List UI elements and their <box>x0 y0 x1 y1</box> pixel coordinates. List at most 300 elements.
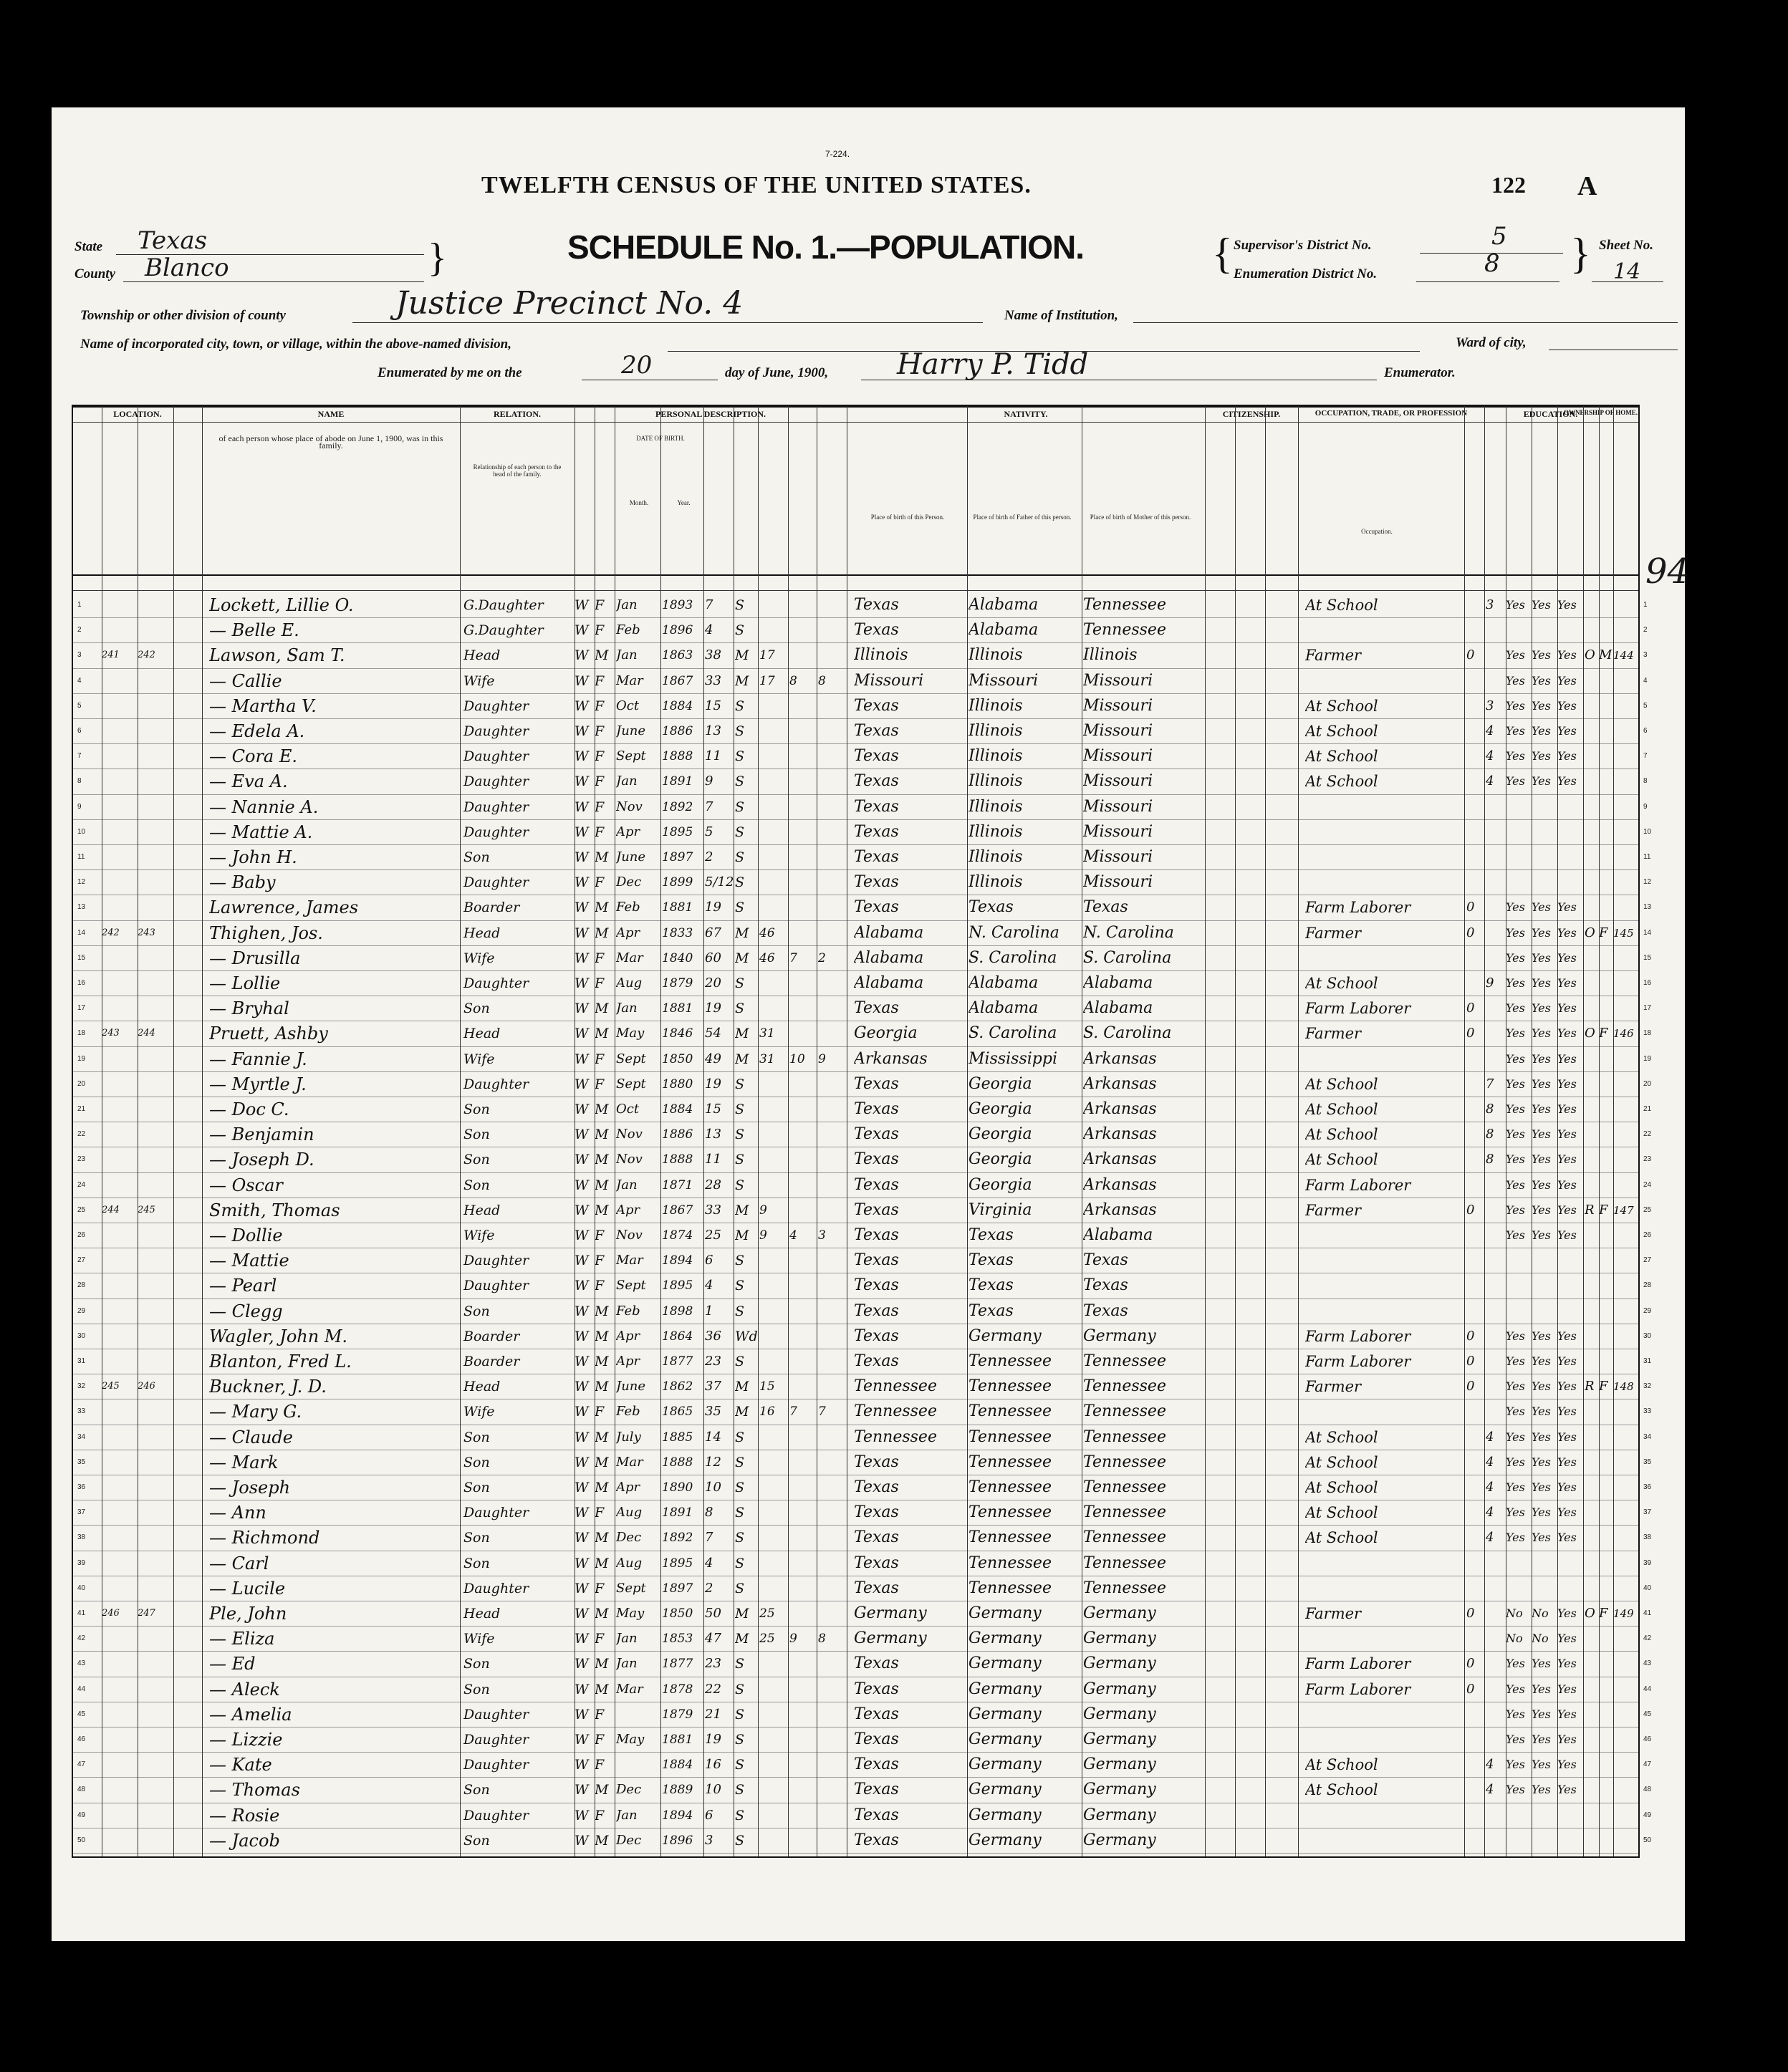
cell-en: Yes <box>1557 1783 1577 1797</box>
cell-en: Yes <box>1557 900 1577 915</box>
cell-bm: Tennessee <box>1083 1553 1166 1572</box>
cell-ym <box>759 1828 788 1854</box>
cell-yr: 1833 <box>662 925 693 940</box>
cell-yr: 1862 <box>662 1379 693 1394</box>
cell-fam <box>138 1677 173 1702</box>
cell-name: — Eliza <box>209 1629 275 1649</box>
cell-rel: Daughter <box>463 698 529 714</box>
cell-rd: Yes <box>1506 1455 1525 1469</box>
cell-dw <box>102 768 138 794</box>
cell-farm <box>1613 1551 1638 1576</box>
cell-mo_emp <box>1466 617 1484 643</box>
cell-bp: Tennessee <box>854 1377 937 1396</box>
cell-own <box>1585 844 1599 870</box>
cell-sex: M <box>595 925 609 941</box>
cell-bp: Texas <box>854 1730 899 1748</box>
cell-en: Yes <box>1557 1733 1577 1746</box>
row-number: 2 <box>1643 626 1648 635</box>
cell-en: Yes <box>1557 673 1577 688</box>
cell-mo_emp <box>1466 1803 1484 1828</box>
cell-yr: 1891 <box>662 1505 693 1521</box>
cell-rd: Yes <box>1506 673 1525 688</box>
cell-sch <box>1486 819 1504 845</box>
cell-ym <box>759 768 788 794</box>
cell-mo: July <box>616 1429 641 1445</box>
cell-bm: Alabama <box>1083 1226 1153 1244</box>
row-number: 50 <box>1643 1836 1652 1844</box>
cell-rel: Son <box>463 1429 490 1445</box>
cell-fm <box>1599 1248 1613 1273</box>
cell-bp: Texas <box>854 1806 899 1824</box>
cell-fm <box>1599 668 1613 694</box>
cell-farm <box>1613 1425 1638 1450</box>
cell-ch: 7 <box>789 950 797 965</box>
cell-dw <box>102 895 138 920</box>
cell-occ <box>1305 668 1463 694</box>
row-number: 30 <box>1643 1331 1652 1340</box>
cell-ms: S <box>735 1454 745 1470</box>
cell-ch <box>789 1475 817 1500</box>
cell-mo_emp <box>1466 1172 1484 1198</box>
cell-age: 35 <box>705 1404 721 1420</box>
cell-fam <box>138 718 173 744</box>
cell-mo_emp <box>1466 1097 1484 1122</box>
cell-en: Yes <box>1557 774 1577 789</box>
cell-ch <box>789 1752 817 1778</box>
cell-ch <box>789 1298 817 1324</box>
cell-en: Yes <box>1557 598 1577 612</box>
cell-age: 11 <box>705 748 721 764</box>
row-number: 38 <box>1643 1533 1652 1542</box>
cell-race: W <box>575 799 589 815</box>
cell-rd <box>1506 844 1532 870</box>
cell-rel: Daughter <box>463 1807 529 1823</box>
cell-ch <box>789 1702 817 1728</box>
cell-bm: Missouri <box>1083 696 1153 715</box>
cell-bp: Texas <box>854 1452 899 1471</box>
cell-bf: Texas <box>968 1226 1014 1244</box>
cell-name: — Kate <box>209 1755 272 1775</box>
cell-rel: Son <box>463 1303 490 1319</box>
cell-sex: M <box>595 1102 609 1117</box>
cell-race: W <box>575 1228 589 1243</box>
cell-farm <box>1613 1828 1638 1854</box>
cell-bf: S. Carolina <box>968 1024 1057 1043</box>
column-rule <box>1205 406 1206 1856</box>
cell-age: 3 <box>705 1832 713 1848</box>
cell-sex: M <box>595 1127 609 1143</box>
cell-yr: 1888 <box>662 749 693 764</box>
row-number: 18 <box>1643 1029 1652 1038</box>
cell-yr: 1895 <box>662 1278 693 1293</box>
cell-rd: Yes <box>1506 1783 1525 1797</box>
cell-fm <box>1599 1677 1613 1702</box>
cell-bp: Germany <box>854 1604 927 1622</box>
cell-ym <box>759 794 788 820</box>
cell-fm <box>1599 1097 1613 1122</box>
cell-rel: Son <box>463 1102 490 1117</box>
row-number: 6 <box>77 727 82 735</box>
cell-age: 7 <box>705 799 713 814</box>
cell-bp: Texas <box>854 1781 899 1799</box>
cell-ch <box>789 1324 817 1349</box>
cell-rd: Yes <box>1506 1329 1525 1343</box>
cell-cl <box>818 1147 845 1172</box>
cell-own <box>1585 617 1599 643</box>
cell-en: Yes <box>1557 1455 1577 1469</box>
cell-ym <box>759 1349 788 1374</box>
cell-bf: Alabama <box>968 621 1039 640</box>
cell-wr <box>1532 819 1557 845</box>
column-rule <box>1265 406 1266 1856</box>
cell-farm <box>1613 844 1638 870</box>
cell-ch: 10 <box>789 1051 805 1066</box>
cell-dw: 243 <box>102 1028 120 1039</box>
cell-ym <box>759 718 788 744</box>
cell-farm <box>1613 718 1638 744</box>
cell-age: 10 <box>705 1782 721 1798</box>
cell-farm <box>1613 1450 1638 1475</box>
cell-wr <box>1532 1298 1557 1324</box>
cell-fm <box>1599 1626 1613 1652</box>
cell-dw <box>102 1702 138 1728</box>
cell-ms: S <box>735 1354 745 1369</box>
cell-bp: Tennessee <box>854 1402 937 1421</box>
cell-farm <box>1613 1752 1638 1778</box>
cell-wr: Yes <box>1532 724 1551 738</box>
cell-rd: Yes <box>1506 1076 1525 1091</box>
cell-occ <box>1305 1551 1463 1576</box>
cell-en <box>1557 1248 1583 1273</box>
cell-wr: Yes <box>1532 1354 1551 1368</box>
cell-en: Yes <box>1557 1127 1577 1142</box>
row-number: 45 <box>77 1710 86 1718</box>
cell-rd: Yes <box>1506 698 1525 713</box>
cell-ym <box>759 970 788 996</box>
cell-race: W <box>575 1681 589 1697</box>
cell-cl <box>818 1576 845 1601</box>
cell-ch: 9 <box>789 1632 797 1647</box>
row-number: 10 <box>1643 827 1652 836</box>
row-number: 49 <box>1643 1811 1652 1819</box>
cell-bf: Tennessee <box>968 1352 1052 1370</box>
cell-fam <box>138 1097 173 1122</box>
cell-ms: M <box>735 1202 749 1218</box>
cell-bm: Germany <box>1083 1604 1156 1622</box>
cell-mo: Mar <box>616 1454 643 1470</box>
cell-rd: No <box>1506 1606 1523 1620</box>
cell-ym <box>759 869 788 895</box>
cell-farm <box>1613 1349 1638 1374</box>
cell-bm: Germany <box>1083 1705 1156 1723</box>
cell-fam <box>138 1525 173 1551</box>
cell-age: 67 <box>705 925 721 940</box>
cell-wr <box>1532 1803 1557 1828</box>
cell-occ: At School <box>1305 1151 1378 1169</box>
cell-sex: M <box>595 1832 609 1849</box>
county-line <box>123 281 424 282</box>
cell-rel: Wife <box>463 950 495 966</box>
cell-race: W <box>575 975 589 991</box>
cell-fm <box>1599 1071 1613 1097</box>
cell-ms: M <box>735 1228 749 1243</box>
row-number: 41 <box>77 1609 86 1617</box>
cell-rd: Yes <box>1506 1354 1525 1368</box>
cell-ch <box>789 1727 817 1753</box>
cell-farm <box>1613 592 1638 618</box>
cell-mo: Sept <box>616 748 646 764</box>
cell-cl <box>818 1551 845 1576</box>
cell-cl <box>818 1122 845 1147</box>
form-code: 7-224. <box>825 149 850 159</box>
cell-sex: M <box>595 1454 609 1470</box>
cell-age: 10 <box>705 1480 721 1495</box>
row-number: 33 <box>1643 1407 1652 1416</box>
cell-sch <box>1486 1576 1504 1601</box>
cell-ym: 9 <box>759 1228 767 1243</box>
cell-age: 13 <box>705 1127 721 1142</box>
cell-bm: Arkansas <box>1083 1074 1157 1093</box>
cell-bm: Germany <box>1083 1781 1156 1799</box>
cell-bp: Texas <box>854 822 899 841</box>
day-of-label: day of June, 1900, <box>725 365 829 380</box>
cell-mo: Apr <box>616 824 640 839</box>
cell-rd <box>1506 1551 1532 1576</box>
cell-race: W <box>575 950 589 966</box>
cell-mo_emp: 0 <box>1466 925 1475 940</box>
row-number: 4 <box>1643 676 1648 685</box>
cell-bm: Germany <box>1083 1680 1156 1698</box>
cell-age: 14 <box>705 1429 721 1445</box>
page-number: 122 <box>1491 172 1526 198</box>
cell-race: W <box>575 1202 589 1218</box>
cell-rd <box>1506 1298 1532 1324</box>
cell-bp: Georgia <box>854 1024 918 1043</box>
cell-mo: May <box>616 1732 645 1747</box>
cell-rel: Daughter <box>463 1732 529 1748</box>
group-ownership: OWNERSHIP OF HOME. <box>1564 409 1638 416</box>
cell-wr: Yes <box>1532 950 1551 965</box>
cell-ym <box>759 1425 788 1450</box>
row-number: 20 <box>77 1079 86 1088</box>
cell-bf: Alabama <box>968 999 1039 1018</box>
cell-own <box>1585 768 1599 794</box>
cell-rel: Daughter <box>463 723 529 739</box>
cell-bm: Arkansas <box>1083 1049 1157 1068</box>
cell-cl <box>818 1702 845 1728</box>
cell-fam <box>138 1248 173 1273</box>
cell-own <box>1585 869 1599 895</box>
cell-name: — Callie <box>209 670 282 691</box>
township-label: Township or other division of county <box>80 308 286 323</box>
cell-cl <box>818 1071 845 1097</box>
cell-bf: Tennessee <box>968 1553 1052 1572</box>
cell-wr: Yes <box>1532 1026 1551 1041</box>
cell-bm: Germany <box>1083 1806 1156 1824</box>
cell-sch <box>1486 945 1504 971</box>
cell-mo_emp <box>1466 1626 1484 1652</box>
cell-en: Yes <box>1557 1480 1577 1494</box>
cell-own <box>1585 1651 1599 1677</box>
cell-ch <box>789 844 817 870</box>
cell-ms: S <box>735 1303 745 1319</box>
enumerated-day: 20 <box>621 351 653 380</box>
cell-sch <box>1486 1828 1504 1854</box>
cell-ms: S <box>735 1102 745 1117</box>
cell-name: — Joseph <box>209 1478 291 1498</box>
column-rule <box>703 406 704 1856</box>
row-number: 10 <box>77 827 86 836</box>
cell-ms: M <box>735 1051 749 1067</box>
cell-mo_emp <box>1466 1450 1484 1475</box>
cell-dw <box>102 1223 138 1248</box>
cell-race: W <box>575 849 589 865</box>
cell-fam <box>138 1803 173 1828</box>
cell-ch <box>789 1803 817 1828</box>
cell-ms: M <box>735 673 749 689</box>
cell-ym <box>759 1475 788 1500</box>
cell-bf: Georgia <box>968 1125 1032 1144</box>
cell-sex: F <box>595 622 605 639</box>
cell-fm <box>1599 1828 1613 1854</box>
cell-en <box>1557 819 1583 845</box>
cell-ms: S <box>735 1001 745 1017</box>
row-number: 31 <box>77 1357 86 1365</box>
cell-bf: Illinois <box>968 848 1023 866</box>
cell-cl <box>818 1752 845 1778</box>
cell-race: W <box>575 1656 589 1672</box>
cell-sex: M <box>595 1303 609 1319</box>
cell-ms: S <box>735 1152 745 1168</box>
cell-bf: Illinois <box>968 646 1023 665</box>
cell-wr: Yes <box>1532 1480 1551 1494</box>
cell-bp: Germany <box>854 1629 927 1648</box>
cell-own <box>1585 819 1599 845</box>
cell-bf: Tennessee <box>968 1452 1052 1471</box>
cell-bp: Texas <box>854 1352 899 1370</box>
cell-farm <box>1613 869 1638 895</box>
cell-age: 36 <box>705 1328 721 1344</box>
cell-rel: Daughter <box>463 1580 529 1596</box>
cell-ym <box>759 1324 788 1349</box>
cell-mo_emp <box>1466 1399 1484 1425</box>
cell-race: W <box>575 1152 589 1168</box>
cell-farm <box>1613 668 1638 694</box>
cell-fm <box>1599 1324 1613 1349</box>
cell-rel: Daughter <box>463 1706 529 1722</box>
cell-mo: Feb <box>616 1404 640 1420</box>
cell-name: — Drusilla <box>209 948 301 968</box>
cell-farm <box>1613 1097 1638 1122</box>
cell-cl <box>818 1273 845 1298</box>
cell-sex: M <box>595 1379 609 1395</box>
cell-name: — Baby <box>209 872 276 893</box>
cell-name: Lawson, Sam T. <box>209 645 345 666</box>
cell-rel: Head <box>463 647 501 664</box>
row-number: 33 <box>77 1407 86 1416</box>
cell-fam <box>138 996 173 1021</box>
cell-race: W <box>575 1580 589 1596</box>
cell-ch <box>789 1097 817 1122</box>
cell-age: 7 <box>705 1530 713 1546</box>
cell-name: — Claude <box>209 1427 293 1447</box>
cell-rd: Yes <box>1506 1682 1525 1696</box>
cell-rel: Son <box>463 1782 490 1798</box>
cell-name: — Ed <box>209 1654 256 1675</box>
cell-farm: 149 <box>1613 1607 1634 1620</box>
cell-yr: 1888 <box>662 1455 693 1470</box>
cell-race: W <box>575 698 589 714</box>
cell-farm <box>1613 1651 1638 1677</box>
cell-farm: 147 <box>1613 1203 1634 1217</box>
cell-fam: 243 <box>138 927 155 938</box>
column-rule <box>788 406 789 1856</box>
cell-ch <box>789 1122 817 1147</box>
cell-en: Yes <box>1557 1505 1577 1520</box>
cell-bp: Texas <box>854 696 899 715</box>
cell-fam <box>138 768 173 794</box>
cell-bp: Alabama <box>854 923 924 942</box>
cell-ms: S <box>735 698 745 714</box>
cell-sex: M <box>595 1152 609 1168</box>
cell-rel: Daughter <box>463 748 529 765</box>
cell-ms: S <box>735 1782 745 1798</box>
cell-rel: G.Daughter <box>463 622 544 639</box>
cell-occ: Farmer <box>1305 1025 1362 1043</box>
cell-occ: At School <box>1305 1453 1378 1471</box>
cell-rd: Yes <box>1506 1480 1525 1494</box>
row-number: 35 <box>1643 1457 1652 1466</box>
cell-bp: Texas <box>854 1100 899 1118</box>
supervisor-value: 5 <box>1491 222 1507 251</box>
cell-wr: Yes <box>1532 1707 1551 1721</box>
cell-occ: Farm Laborer <box>1305 899 1411 917</box>
row-number: 27 <box>1643 1256 1652 1265</box>
cell-fm <box>1599 592 1613 618</box>
cell-rel: Son <box>463 1127 490 1143</box>
cell-yr: 1881 <box>662 1733 693 1747</box>
cell-bf: Tennessee <box>968 1478 1052 1496</box>
cell-bp: Alabama <box>854 948 924 967</box>
cell-ms: M <box>735 1404 749 1420</box>
cell-occ <box>1305 1248 1463 1273</box>
cell-fam <box>138 1298 173 1324</box>
state-value: Texas <box>138 226 208 255</box>
cell-ms: M <box>735 1631 749 1647</box>
cell-mo_emp <box>1466 1702 1484 1728</box>
cell-bf: Texas <box>968 1251 1014 1270</box>
row-number: 27 <box>77 1256 86 1265</box>
cell-mo_emp <box>1466 1727 1484 1753</box>
cell-mo: June <box>616 849 646 864</box>
cell-fm <box>1599 1777 1613 1803</box>
cell-fam <box>138 1475 173 1500</box>
cell-fm <box>1599 1576 1613 1601</box>
cell-rd: Yes <box>1506 1505 1525 1520</box>
cell-fm <box>1599 1727 1613 1753</box>
cell-bp: Texas <box>854 1528 899 1547</box>
cell-name: — Pearl <box>209 1276 277 1296</box>
cell-dw <box>102 1803 138 1828</box>
cell-mo: Aug <box>616 1505 643 1521</box>
cell-wr: Yes <box>1532 1127 1551 1142</box>
cell-rd: Yes <box>1506 976 1525 990</box>
row-number: 40 <box>77 1584 86 1592</box>
cell-age: 49 <box>705 1051 721 1066</box>
cell-rd: Yes <box>1506 1051 1525 1066</box>
cell-en <box>1557 1828 1583 1854</box>
cell-farm <box>1613 1677 1638 1702</box>
